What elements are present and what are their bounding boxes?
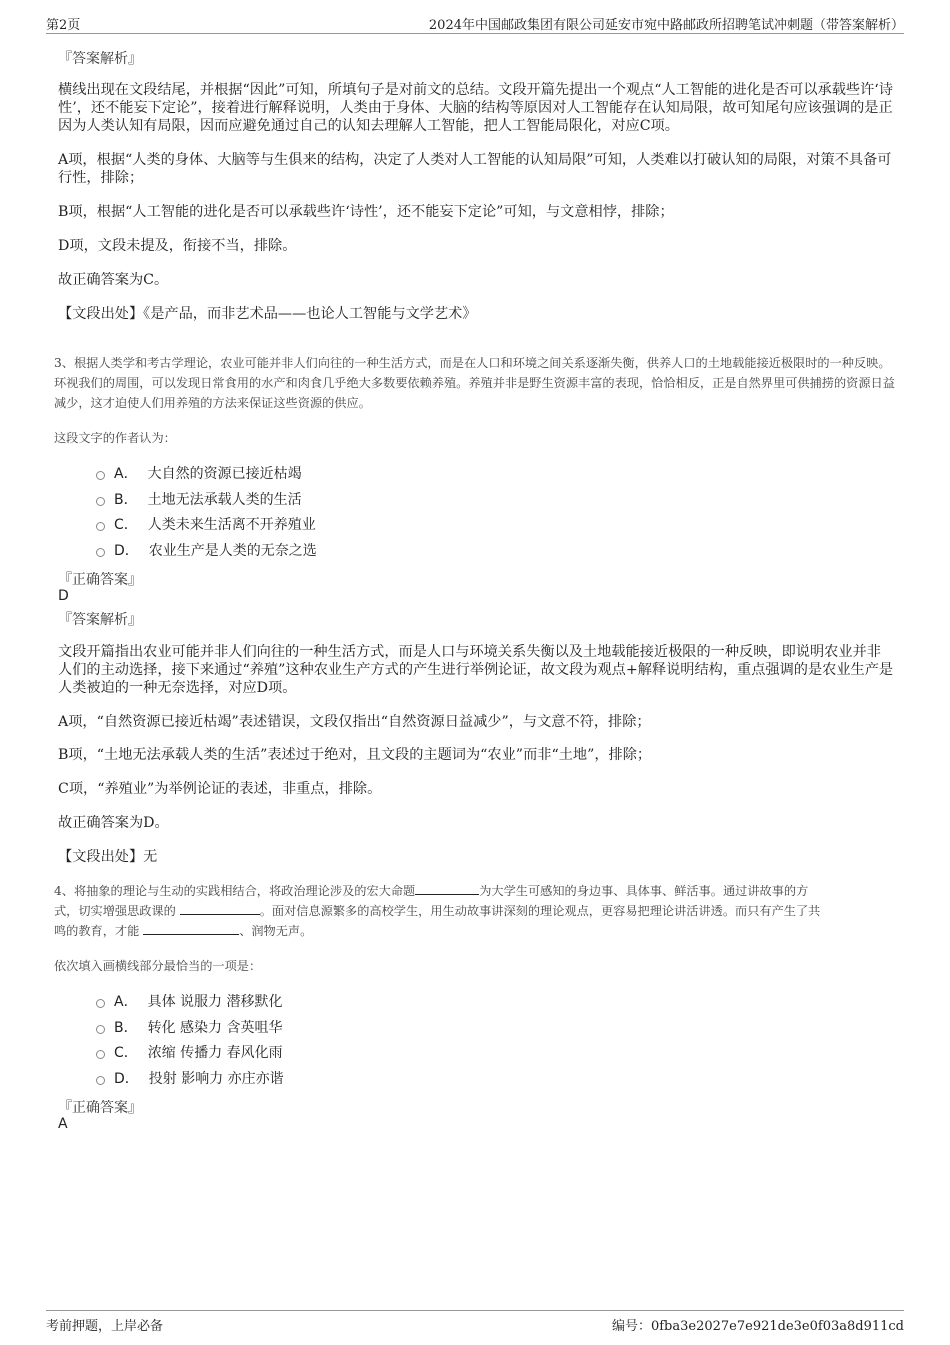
q3-conclusion: 故正确答案为D。 [58,815,169,831]
q3-analysis-option-c: C项，“养殖业”为举例论证的表述，非重点，排除。 [58,781,382,797]
q4-option-a[interactable] [96,991,282,1011]
q2-analysis-option-a: A项，根据“人类的身体、大脑等与生俱来的结构，决定了人类对人工智能的认知局限”可知，人类难以打破认知的局限，对策不具备可行性，排除； [58,152,892,186]
q4-stem-part: 鸣的教育，才能 [54,924,140,938]
radio-icon[interactable] [96,1025,105,1034]
q3-analysis-option-a: A项，“自然资源已接近枯竭”表述错误，文段仅指出“自然资源日益减少”，与文意不符，排除； [58,714,651,730]
option-text: 农业生产是人类的无奈之选 [148,543,317,559]
option-text: 土地无法承载人类的生活 [147,492,302,508]
q2-conclusion: 故正确答案为C。 [58,272,169,288]
option-text: 人类未来生活离不开养殖业 [147,517,316,533]
option-label: B． [114,1020,138,1036]
q3-option-d[interactable] [96,540,317,560]
q2-source: 【文段出处】《是产品，而非艺术品——也论人工智能与文学艺术》 [58,306,477,322]
q4-stem [54,881,896,941]
q4-blank-1[interactable] [415,883,479,895]
q4-option-b[interactable] [96,1017,283,1037]
radio-icon[interactable] [96,1076,105,1085]
option-label: A． [114,466,138,482]
radio-icon[interactable] [96,522,105,531]
q4-stem-part: 式，切实增强思政课的 [54,904,176,918]
q3-analysis: 文段开篇指出农业可能并非人们向往的一种生活方式，而是人口与环境关系失衡以及土地载能接近极限的一种反映，即说明农业并非人们的主动选择，接下来通过“养殖”这种农业生产方式的产生进行举例论证，故文段为观点+解释说明结构，重点强调的是农业生产是人类被迫的一种无奈选择，对应D项。 [58,644,894,696]
q3-stem: 3、根据人类学和考古学理论，农业可能并非人们向往的一种生活方式，而是在人口和环境之间关系逐渐失衡，供养人口的土地载能接近极限时的一种反映。环视我们的周围，可以发现日常食用的水产和肉食几乎绝大多数要依赖养殖。养殖并非是野生资源丰富的表现，恰恰相反，正是自然界里可供捕捞的资源日益减少，这才迫使人们用养殖的方法来保证这些资源的供应。 [54,356,895,410]
option-text: 转化 感染力 含英咀华 [147,1020,283,1036]
radio-icon[interactable] [96,497,105,506]
q4-option-d[interactable] [96,1068,284,1088]
option-text: 浓缩 传播力 春风化雨 [147,1045,283,1061]
radio-icon[interactable] [96,471,105,480]
q4-prompt: 依次填入画横线部分最恰当的一项是： [54,959,262,973]
q3-option-a[interactable] [96,463,302,483]
radio-icon[interactable] [96,548,105,557]
document-code: 编号：0fba3e2027e7e921de3e0f03a8d911cd [611,1319,904,1334]
option-label: D． [114,543,139,559]
q3-analysis-label: 『答案解析』 [58,612,142,628]
option-text: 投射 影响力 亦庄亦谐 [148,1071,284,1087]
q3-option-c[interactable] [96,514,316,534]
q4-answer-label: 『正确答案』 [58,1100,142,1116]
q2-analysis-option-d: D项，文段未提及，衔接不当，排除。 [58,238,297,254]
option-text: 大自然的资源已接近枯竭 [147,466,302,482]
option-text: 具体 说服力 潜移默化 [147,994,283,1010]
page-header [46,12,904,34]
q3-analysis-option-b: B项，“土地无法承载人类的生活”表述过于绝对，且文段的主题词为“农业”而非“土地”，排除； [58,747,652,763]
q4-stem-part: 、润物无声。 [239,924,313,938]
q3-answer: D [58,588,69,604]
radio-icon[interactable] [96,1050,105,1059]
q3-option-b[interactable] [96,489,302,509]
footer-slogan: 考前押题，上岸必备 [46,1319,164,1334]
q3-answer-label: 『正确答案』 [58,572,142,588]
q3-source: 【文段出处】无 [58,849,158,865]
q4-blank-3[interactable] [143,923,239,935]
q4-stem-part: 为大学生可感知的身边事、具体事、鲜活事。通过讲故事的方 [479,884,809,898]
option-label: A． [114,994,138,1010]
option-label: B． [114,492,138,508]
option-label: C． [114,517,138,533]
q2-analysis-option-b: B项，根据“人工智能的进化是否可以承载些许‘诗性’，还不能妄下定论”可知，与文意相悖，排除； [58,204,674,220]
q2-analysis-label: 『答案解析』 [58,51,142,67]
option-label: D． [114,1071,139,1087]
q4-blank-2[interactable] [180,903,260,915]
q4-option-c[interactable] [96,1042,283,1062]
q4-stem-part: 。面对信息源繁多的高校学生，用生动故事讲深刻的理论观点，更容易把理论讲活讲透。而只有产生了共 [259,904,821,918]
q4-answer: A [58,1116,68,1132]
q2-analysis: 横线出现在文段结尾，并根据“因此”可知，所填句子是对前文的总结。文段开篇先提出一个观点“人工智能的进化是否可以承载些许‘诗性’，还不能妄下定论”，接着进行解释说明，人类由于身体、大脑的结构等原因对人工智能存在认知局限，故可知尾句应该强调的是正因为人类认知有局限，因而应避免通过自己的认知去理解人工智能，把人工智能局限化，对应C项。 [58,82,893,134]
document-title: 2024年中国邮政集团有限公司延安市宛中路邮政所招聘笔试冲刺题（带答案解析） [428,18,904,33]
q3-prompt: 这段文字的作者认为： [54,431,176,445]
radio-icon[interactable] [96,999,105,1008]
page-footer [46,1310,904,1336]
page-number: 第2页 [46,18,81,33]
option-label: C． [114,1045,138,1061]
q4-stem-part: 4、将抽象的理论与生动的实践相结合，将政治理论涉及的宏大命题 [54,884,416,898]
